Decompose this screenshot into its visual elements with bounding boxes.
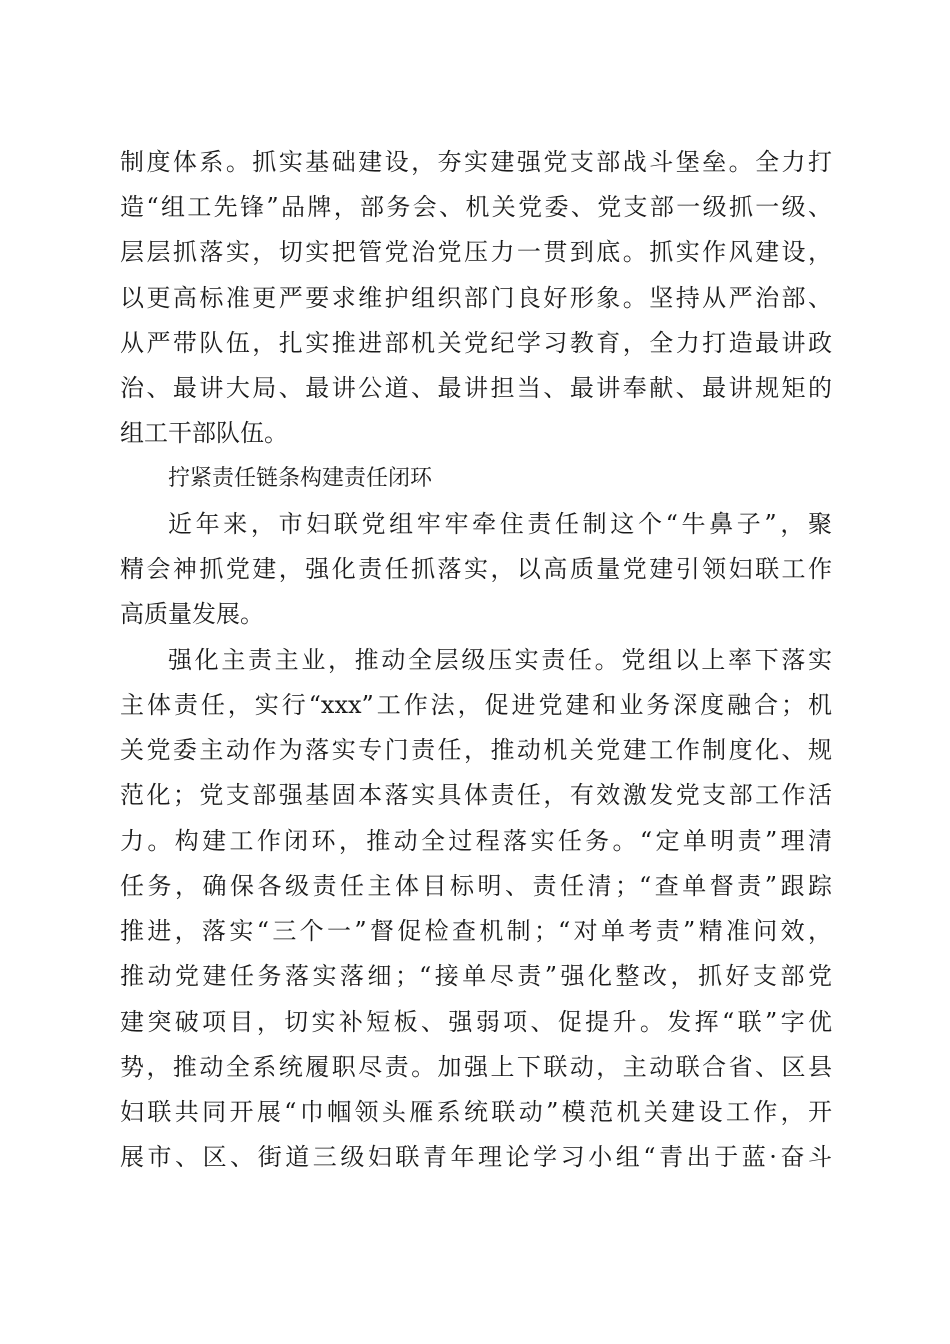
paragraph-2-line-1: 近年来，市妇联党组牢牢牵住责任制这个“牛鼻子”，聚 bbox=[168, 510, 832, 538]
paragraph-3-line-9: 建突破项目，切实补短板、强弱项、促提升。发挥“联”字优 bbox=[120, 1008, 832, 1036]
paragraph-1-line-3: 层层抓落实，切实把管党治党压力一贯到底。抓实作风建设， bbox=[120, 238, 832, 266]
paragraph-3-line-3: 关党委主动作为落实专门责任，推动机关党建工作制度化、规 bbox=[120, 736, 832, 764]
paragraph-3-line-8: 推动党建任务落实落细；“接单尽责”强化整改，抓好支部党 bbox=[120, 962, 832, 990]
paragraph-3-line-10: 势，推动全系统履职尽责。加强上下联动，主动联合省、区县 bbox=[120, 1053, 832, 1081]
paragraph-1-line-5: 从严带队伍，扎实推进部机关党纪学习教育，全力打造最讲政 bbox=[120, 329, 832, 357]
paragraph-1-line-2: 造“组工先锋”品牌，部务会、机关党委、党支部一级抓一级、 bbox=[120, 193, 832, 221]
paragraph-1-line-7: 组工干部队伍。 bbox=[120, 419, 288, 447]
paragraph-3-line-1: 强化主责主业，推动全层级压实责任。党组以上率下落实 bbox=[168, 646, 832, 674]
paragraph-1-line-1: 制度体系。抓实基础建设，夯实建强党支部战斗堡垒。全力打 bbox=[120, 148, 832, 176]
paragraph-2-line-2: 精会神抓党建，强化责任抓落实，以高质量党建引领妇联工作 bbox=[120, 555, 832, 583]
paragraph-3-line-2: 主体责任，实行“xxx”工作法，促进党建和业务深度融合；机 bbox=[120, 691, 832, 719]
paragraph-1-line-6: 治、最讲大局、最讲公道、最讲担当、最讲奉献、最讲规矩的 bbox=[120, 374, 832, 402]
paragraph-3-line-6: 任务，确保各级责任主体目标明、责任清；“查单督责”跟踪 bbox=[120, 872, 832, 900]
paragraph-3-line-7: 推进，落实“三个一”督促检查机制；“对单考责”精准问效， bbox=[120, 917, 832, 945]
paragraph-2-line-3: 高质量发展。 bbox=[120, 600, 264, 628]
paragraph-3-line-12: 展市、区、街道三级妇联青年理论学习小组“青出于蓝·奋斗 bbox=[120, 1143, 832, 1171]
paragraph-3-line-11: 妇联共同开展“巾帼领头雁系统联动”模范机关建设工作，开 bbox=[120, 1098, 832, 1126]
section-heading: 拧紧责任链条构建责任闭环 bbox=[168, 466, 433, 491]
paragraph-1-line-4: 以更高标准更严要求维护组织部门良好形象。坚持从严治部、 bbox=[120, 284, 832, 312]
paragraph-3-line-5: 力。构建工作闭环，推动全过程落实任务。“定单明责”理清 bbox=[120, 827, 832, 855]
paragraph-3-line-4: 范化；党支部强基固本落实具体责任，有效激发党支部工作活 bbox=[120, 781, 832, 809]
